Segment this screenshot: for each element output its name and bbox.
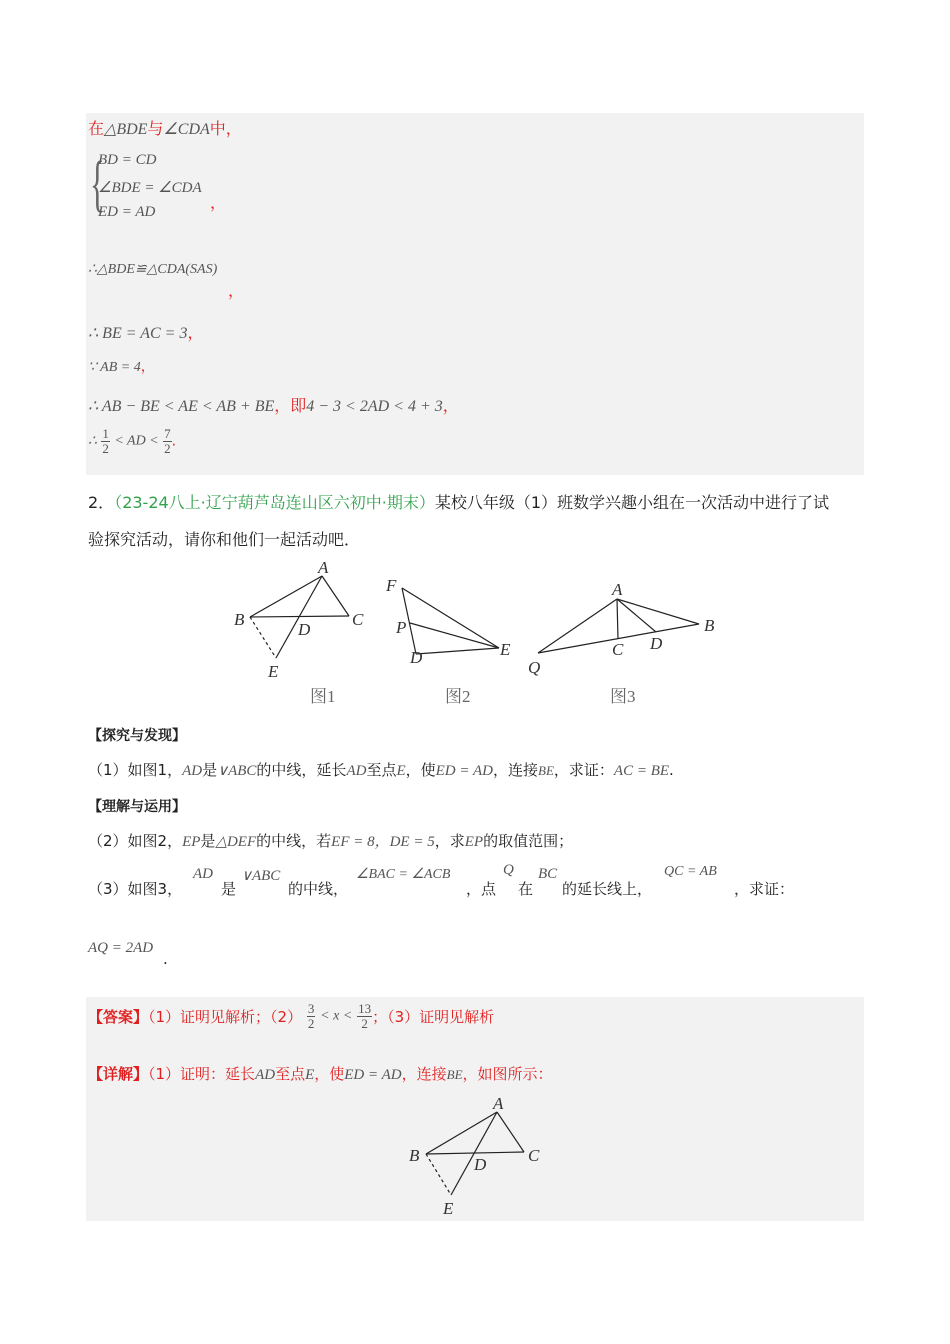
- detail-figure: [400, 1090, 560, 1220]
- answer-tag: 【答案】: [88, 1008, 149, 1026]
- system-line-1: BD = CD: [98, 152, 157, 168]
- problem-source: （23-24八上·辽宁葫芦岛连山区六初中·期末）: [114, 493, 435, 512]
- problem-2-line-2: 验探究活动，请你和他们一起活动吧．: [88, 530, 361, 549]
- inequality-line: ∴ AB − BE < AE < AB + BE，即4 − 3 < 2AD < 4 + 3，: [88, 396, 459, 415]
- figure-3: [528, 580, 715, 705]
- figure-1-caption: 图1: [310, 687, 336, 705]
- question-3-conclusion: AQ = 2AD: [88, 940, 154, 956]
- intro-line: 在△BDE与∠CDA中，: [88, 119, 242, 138]
- svg-text:B: B: [234, 610, 245, 629]
- brace-icon: {: [90, 150, 105, 218]
- svg-text:D: D: [298, 620, 311, 639]
- detail-line: 【详解】（1）证明：延长AD至点E，使ED = AD，连接BE，如图所示：: [88, 1065, 553, 1083]
- equation-system: [90, 150, 220, 230]
- svg-text:A: A: [493, 1094, 504, 1113]
- svg-text:C: C: [612, 640, 624, 659]
- result-line: ∴ $\frac{1}{2}$ < AD < $\frac{7}{2}$ .: [88, 426, 177, 456]
- question-1: （1）如图1，AD是∨ABC的中线，延长AD至点E，使ED = AD，连接BE，求证：AC = BE.: [88, 761, 674, 779]
- svg-text:F: F: [386, 576, 397, 595]
- answer-line: 【答案】（1）证明见解析；（2） $\frac{3}{2}$ < x < $\frac{13}{2}$ ；（3）证明见解析: [88, 1001, 495, 1031]
- figure-2-caption: 图2: [445, 687, 471, 705]
- svg-text:D: D: [650, 634, 663, 653]
- svg-text:E: E: [268, 662, 279, 681]
- fraction-7-2: $\frac{7}{2}$: [164, 426, 171, 456]
- figure-3-caption: 图3: [610, 687, 636, 705]
- question-2: （2）如图2，EP是△DEF的中线，若EF = 8，DE = 5，求EP的取值范围；: [88, 832, 574, 850]
- section-explore: 【探究与发现】: [88, 728, 186, 744]
- svg-text:C: C: [528, 1146, 540, 1165]
- figure-1: [234, 558, 364, 705]
- congruent-comma: ，: [228, 281, 245, 300]
- section-apply: 【理解与运用】: [88, 799, 186, 815]
- svg-text:B: B: [704, 616, 715, 635]
- svg-text:Q: Q: [528, 658, 541, 677]
- figure-2: [385, 576, 511, 705]
- question-3-label: （3）如图3，: [88, 880, 183, 898]
- fraction-3-2: $\frac{3}{2}$: [307, 1001, 315, 1031]
- svg-text:A: A: [318, 558, 329, 577]
- system-line-2: ∠BDE = ∠CDA: [98, 180, 202, 196]
- svg-text:A: A: [612, 580, 623, 599]
- svg-text:D: D: [410, 648, 423, 667]
- svg-text:E: E: [443, 1199, 454, 1218]
- problem-2-line-1: 2．（23-24八上·辽宁葫芦岛连山区六初中·期末）某校八年级（1）班数学兴趣小组在一次活动中进行了试: [88, 493, 830, 512]
- ab-line: ∵ AB = 4，: [88, 359, 155, 375]
- congruent-line: ∴△BDE≌△CDA(SAS): [88, 262, 218, 277]
- be-line: ∴ BE = AC = 3，: [88, 323, 204, 342]
- detail-tag: 【详解】: [88, 1065, 149, 1083]
- svg-text:B: B: [409, 1146, 420, 1165]
- fraction-13-2: $\frac{13}{2}$: [358, 1001, 372, 1031]
- fraction-1-2: $\frac{1}{2}$: [102, 426, 109, 456]
- system-comma: ，: [210, 193, 227, 212]
- system-line-3: ED = AD: [98, 204, 156, 220]
- svg-text:D: D: [474, 1155, 487, 1174]
- svg-text:P: P: [396, 618, 407, 637]
- svg-text:C: C: [352, 610, 364, 629]
- svg-text:E: E: [500, 640, 511, 659]
- problem-figures: [230, 555, 730, 705]
